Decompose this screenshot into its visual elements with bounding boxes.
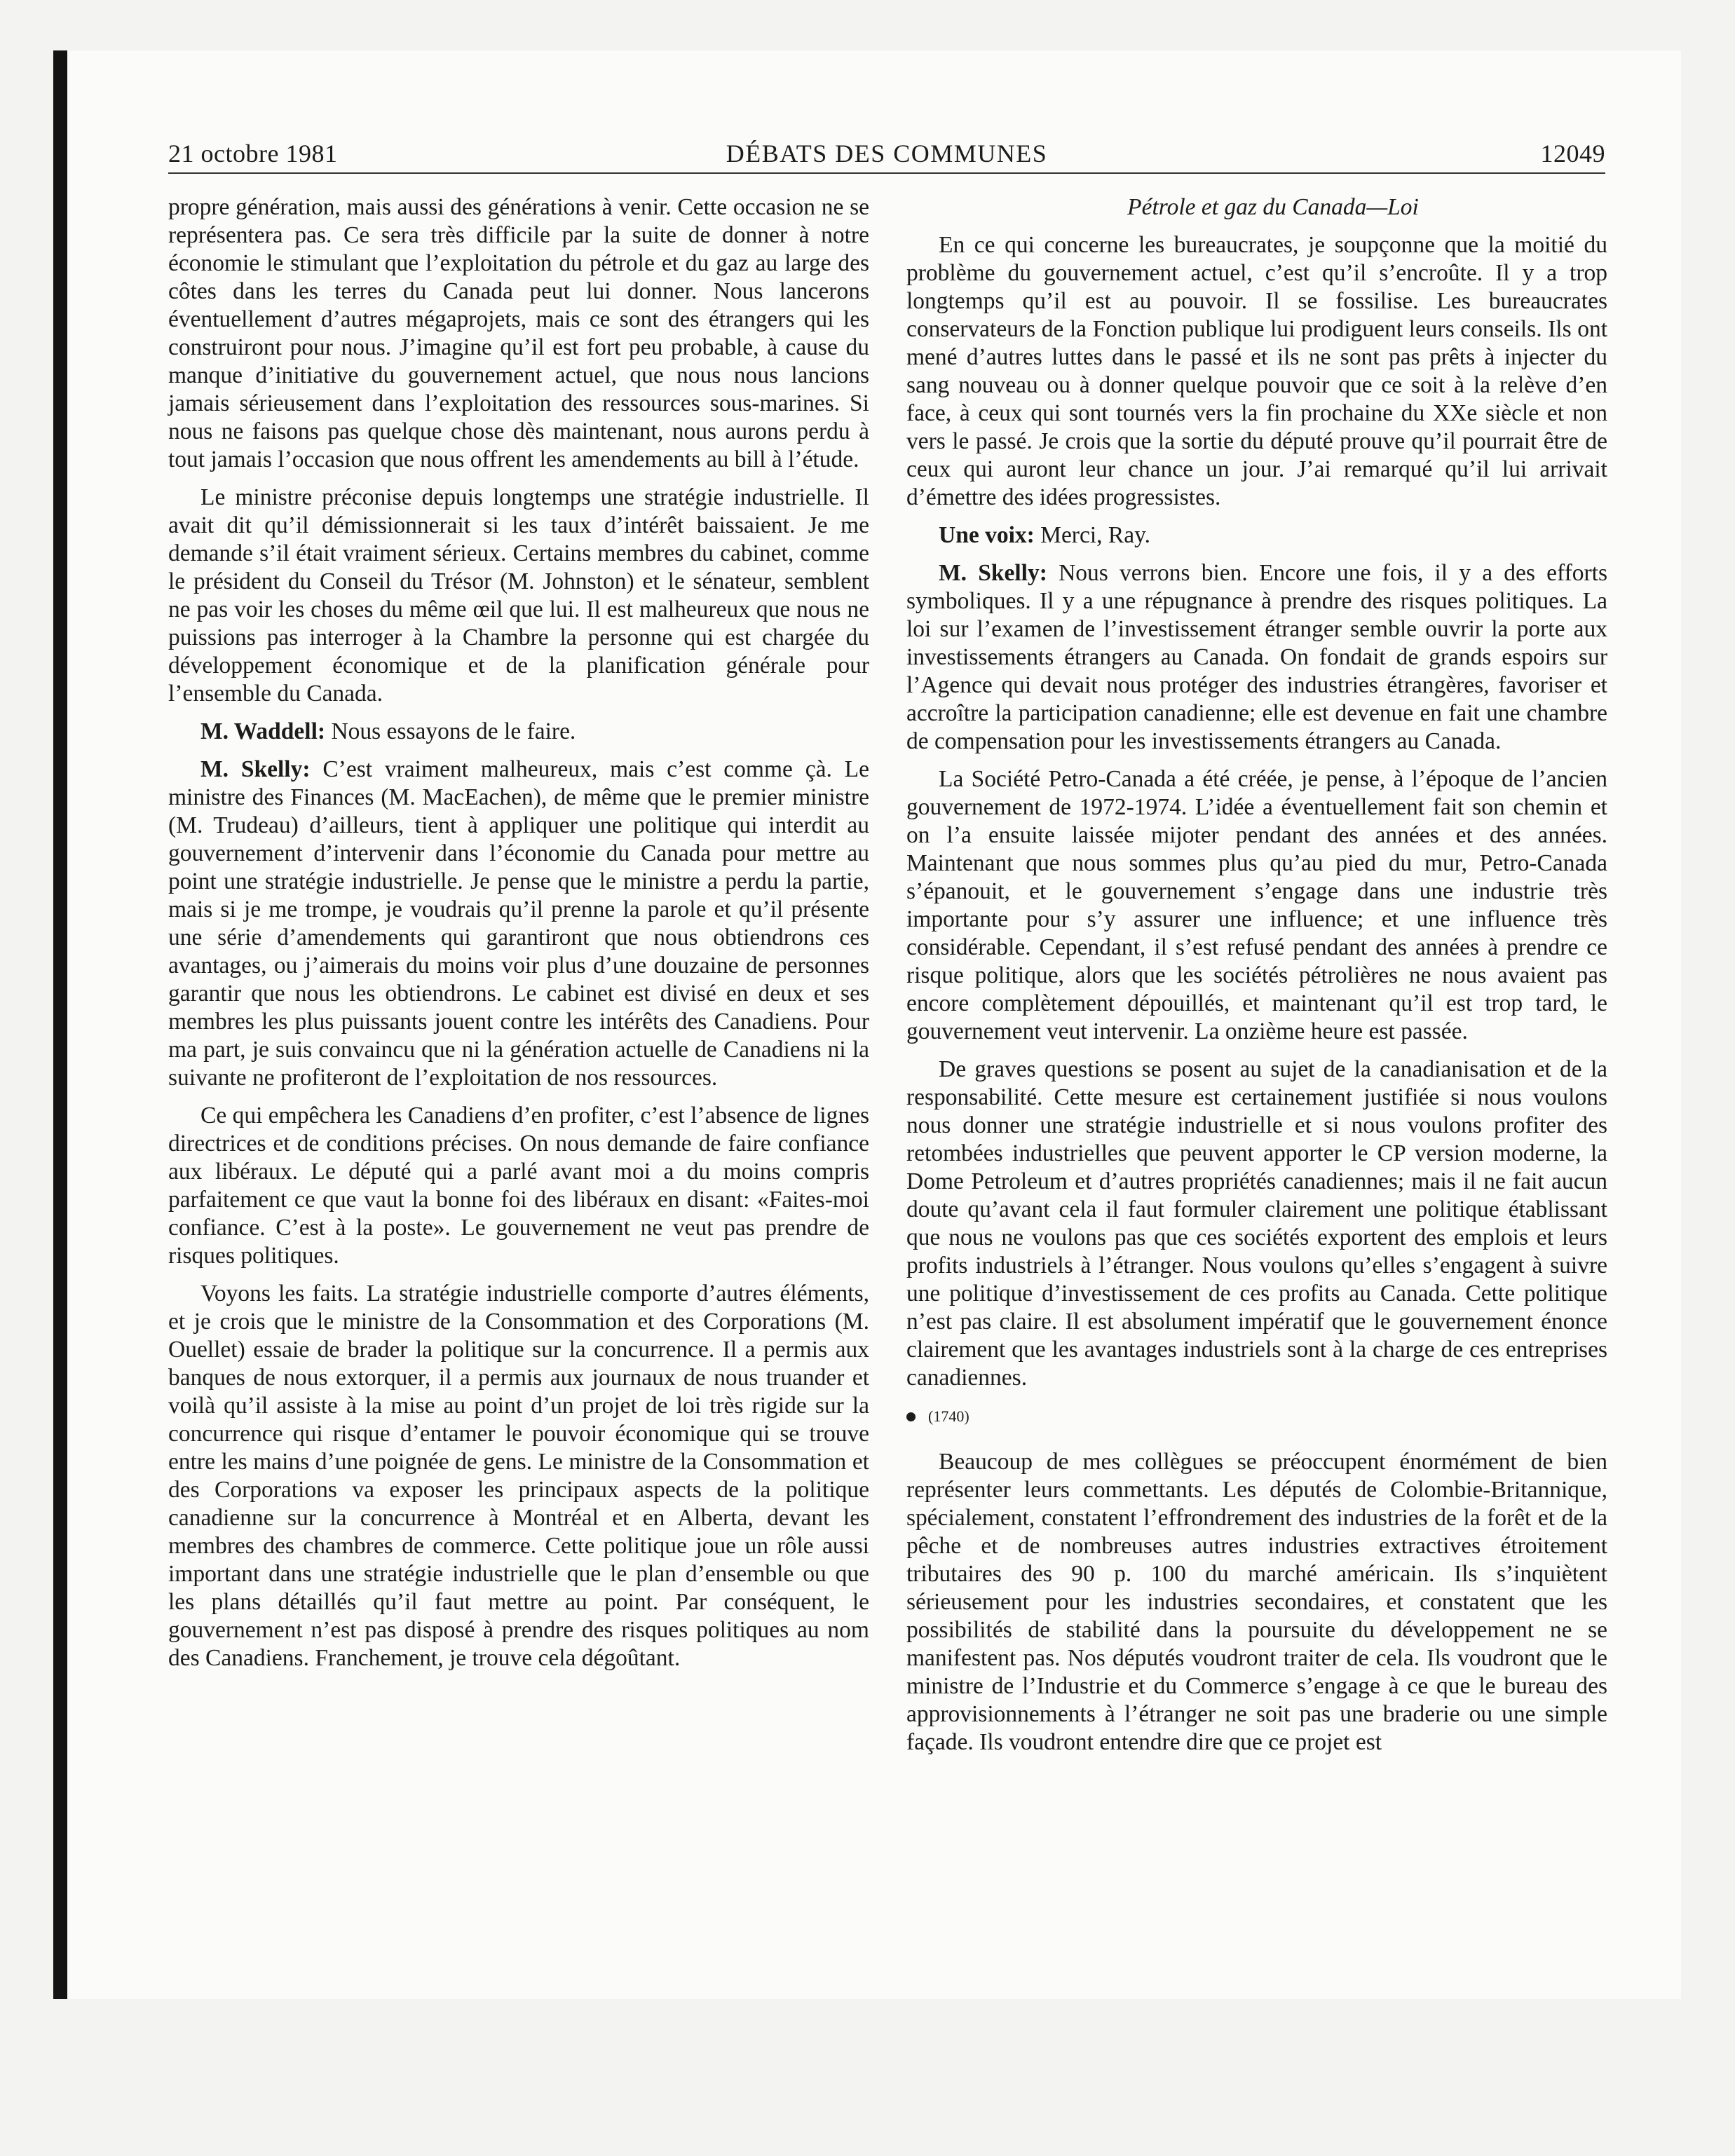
paragraph <box>906 765 1607 1046</box>
speaker-name: M. Waddell: <box>200 718 326 744</box>
paragraph <box>906 231 1607 512</box>
left-column <box>168 193 869 1682</box>
paragraph-text: Merci, Ray. <box>1040 522 1151 548</box>
paragraph-text: Beaucoup de mes collègues se préoccupent énormément de bien représenter leurs commettants. Les députés de Colombie-Britannique, spécialement, constatent l’effrondrement des industries de la forêt et de la pêche et de nombreuses autres industries extractives étroitement tributaires des 90 p. 100 du marché américain. Ils s’inquiètent sérieusement pour les industries secondaires, et constatent que les possibilités de stabilité dans la poursuite du développement ne se manifestent pas. Nos députés voudront traiter de cela. Ils voudront que le ministre de l’Industrie et du Commerce s’engage à ce que le bureau des approvisionnements à l’étranger ne soit pas une braderie ou une simple façade. Ils voudront entendre dire que ce projet est <box>906 1449 1607 1755</box>
paragraph <box>906 521 1607 550</box>
right-column <box>906 193 1607 1766</box>
paragraph-text: Nous verrons bien. Encore une fois, il y a des efforts symboliques. Il y a une répugnance à prendre des risques politiques. La loi sur l’examen de l’investissement étranger semble ouvrir la porte aux investissements étrangers au Canada. On fondait de grands espoirs sur l’Agence qui devait nous protéger des industries étrangères, favoriser et accroître la participation canadienne; elle est devenue en fait une chambre de compensation pour les investissements étrangers au Canada. <box>906 560 1607 754</box>
header-page-number: 12049 <box>1540 139 1605 168</box>
paragraph-text: Voyons les faits. La stratégie industrielle comporte d’autres éléments, et je crois que le ministre de la Consommation et des Corporations (M. Ouellet) essaie de brader la politique sur la concurrence. Il a permis aux banques de nous extorquer, il a permis aux journaux de nous truander et voilà qu’il assiste à la mise au point d’un projet de loi très rigide sur la concurrence qui risque d’entamer le pouvoir économique qui se trouve entre les mains d’une poignée de gens. Le ministre de la Consommation et des Corporations va exposer les principaux aspects de la politique canadienne sur la concurrence à Montréal et en Alberta, devant les membres des chambres de commerce. Cette politique joue un rôle aussi important dans une stratégie industrielle que le plan d’ensemble ou que les plans détaillés qu’il faut mettre au point. Par conséquent, le gouvernement n’est pas disposé à prendre des risques politiques au nom des Canadiens. Franchement, je trouve cela dégoûtant. <box>168 1281 869 1671</box>
paragraph <box>168 484 869 708</box>
paragraph-text: Le ministre préconise depuis longtemps une stratégie industrielle. Il avait dit qu’il démissionnerait si les taux d’intérêt baissaient. Je me demande s’il était vraiment sérieux. Certains membres du cabinet, comme le président du Conseil du Trésor (M. Johnston) et le sénateur, semblent ne pas voir les choses du même œil que lui. Il est malheureux que nous ne puissions pas interroger à la Chambre la personne qui est chargée du développement économique et de la planification générale pour l’ensemble du Canada. <box>168 484 869 707</box>
paragraph <box>168 756 869 1092</box>
paragraph-text: Ce qui empêchera les Canadiens d’en profiter, c’est l’absence de lignes directrices et de conditions précises. On nous demande de faire confiance aux libéraux. Le député qui a parlé avant moi a du moins compris parfaitement ce que vaut la bonne foi des libéraux en disant: «Faites-moi confiance. C’est à la poste». Le gouvernement ne veut pas prendre de risques politiques. <box>168 1103 869 1269</box>
timestamp-marker <box>906 1406 1607 1427</box>
paragraph <box>906 1448 1607 1756</box>
paragraph-text: C’est vraiment malheureux, mais c’est comme çà. Le ministre des Finances (M. MacEachen), de même que le premier ministre (M. Trudeau) d’ailleurs, tient à appliquer une politique qui interdit au gouvernement d’intervenir dans l’économie du Canada pour mettre au point une stratégie industrielle. Je pense que le ministre a perdu la partie, mais si je me trompe, je voudrais qu’il prenne la parole et qu’il présente une série d’amendements qui garantiront que nous obtiendrons ces avantages, ou j’aimerais du moins voir plus d’une douzaine de personnes garantir que nous les obtiendrons. Le cabinet est divisé en deux et ses membres les plus puissants jouent contre les intérêts des Canadiens. Pour ma part, je suis convaincu que ni la génération actuelle de Canadiens ni la suivante ne profiteront de l’exploitation de nos ressources. <box>168 756 869 1091</box>
header-rule <box>168 172 1605 174</box>
paragraph <box>168 718 869 746</box>
speaker-name: M. Skelly: <box>939 560 1047 586</box>
paragraph <box>906 1056 1607 1392</box>
speaker-name: M. Skelly: <box>200 756 311 782</box>
paragraph-text: propre génération, mais aussi des générations à venir. Cette occasion ne se représentera pas. Ce sera très difficile par la suite de donner à notre économie le stimulant que l’exploitation du pétrole et du gaz au large des côtes dans les terres du Canada peut lui donner. Nous lancerons éventuellement d’autres mégaprojets, mais ce sont des étrangers qui les construiront pour nous. J’imagine qu’il est fort peu probable, à cause du manque d’initiative du gouvernement actuel, que nous nous lancions jamais sérieusement dans l’exploitation des ressources sous-marines. Si nous ne faisons pas quelque chose dès maintenant, nous aurons perdu à tout jamais l’occasion que nous offrent les amendements au bill à l’étude. <box>168 194 869 472</box>
paragraph <box>168 1102 869 1270</box>
scan-binding-edge <box>53 50 67 1999</box>
paragraph <box>906 559 1607 756</box>
header-title: DÉBATS DES COMMUNES <box>726 139 1048 168</box>
paragraph-text: En ce qui concerne les bureaucrates, je soupçonne que la moitié du problème du gouvernement actuel, c’est qu’il s’encroûte. Il y a trop longtemps qu’il est au pouvoir. Il se fossilise. Les bureaucrates conservateurs de la Fonction publique lui prodiguent leurs conseils. Ils ont mené d’autres luttes dans le passé et ils ne sont pas prêts à injecter du sang nouveau ou à donner quelque pouvoir que ce soit à la relève d’en face, à ceux qui sont tournés vers la fin prochaine du XXe siècle et non vers le passé. Je crois que la sortie du député prouve qu’il pourrait être de ceux qui auront leur chance un jour. J’ai remarqué qu’il lui arrivait d’émettre des idées progressistes. <box>906 232 1607 510</box>
header-date: 21 octobre 1981 <box>168 139 338 168</box>
paragraph-text: Nous essayons de le faire. <box>331 718 576 744</box>
speaker-name: Une voix: <box>939 522 1035 548</box>
running-head: Pétrole et gaz du Canada—Loi <box>1127 194 1419 220</box>
page-header <box>168 139 1605 174</box>
paragraph <box>168 193 869 474</box>
paragraph-text: La Société Petro-Canada a été créée, je pense, à l’époque de l’ancien gouvernement de 1972-1974. L’idée a éventuellement fait son chemin et on l’a ensuite laissée mijoter pendant des années et des années. Maintenant que nous sommes plus qu’au pied du mur, Petro-Canada s’épanouit, et le gouvernement s’engage dans une industrie très importante pour s’y assurer une influence; et une influence très considérable. Cependant, il s’est refusé pendant des années à prendre ce risque politique, alors que les sociétés pétrolières ne nous avaient pas encore complètement dépouillés, et maintenant qu’il est trop tard, le gouvernement veut intervenir. La onzième heure est passée. <box>906 766 1607 1044</box>
paragraph-text: De graves questions se posent au sujet de la canadianisation et de la responsabilité. Cette mesure est certainement justifiée si nous voulons nous donner une stratégie industrielle et si nous voulons profiter des retombées industrielles que peuvent apporter le CP version moderne, la Dome Petroleum et d’autres propriétés canadiennes; mais il ne fait aucun doute qu’avant cela il faut formuler clairement une politique établissant que nous ne voulons pas que ces sociétés exportent des emplois et leurs profits industriels à l’étranger. Nous voulons qu’elles s’engagent à suivre une politique d’investissement de ces profits au Canada. Cette politique n’est pas claire. Il est absolument impératif que le gouvernement énonce clairement que les avantages industriels sont à la charge de ces entreprises canadiennes. <box>906 1056 1607 1391</box>
timestamp-text: (1740) <box>928 1407 969 1425</box>
bullet-icon <box>906 1412 916 1421</box>
paragraph <box>168 1280 869 1672</box>
